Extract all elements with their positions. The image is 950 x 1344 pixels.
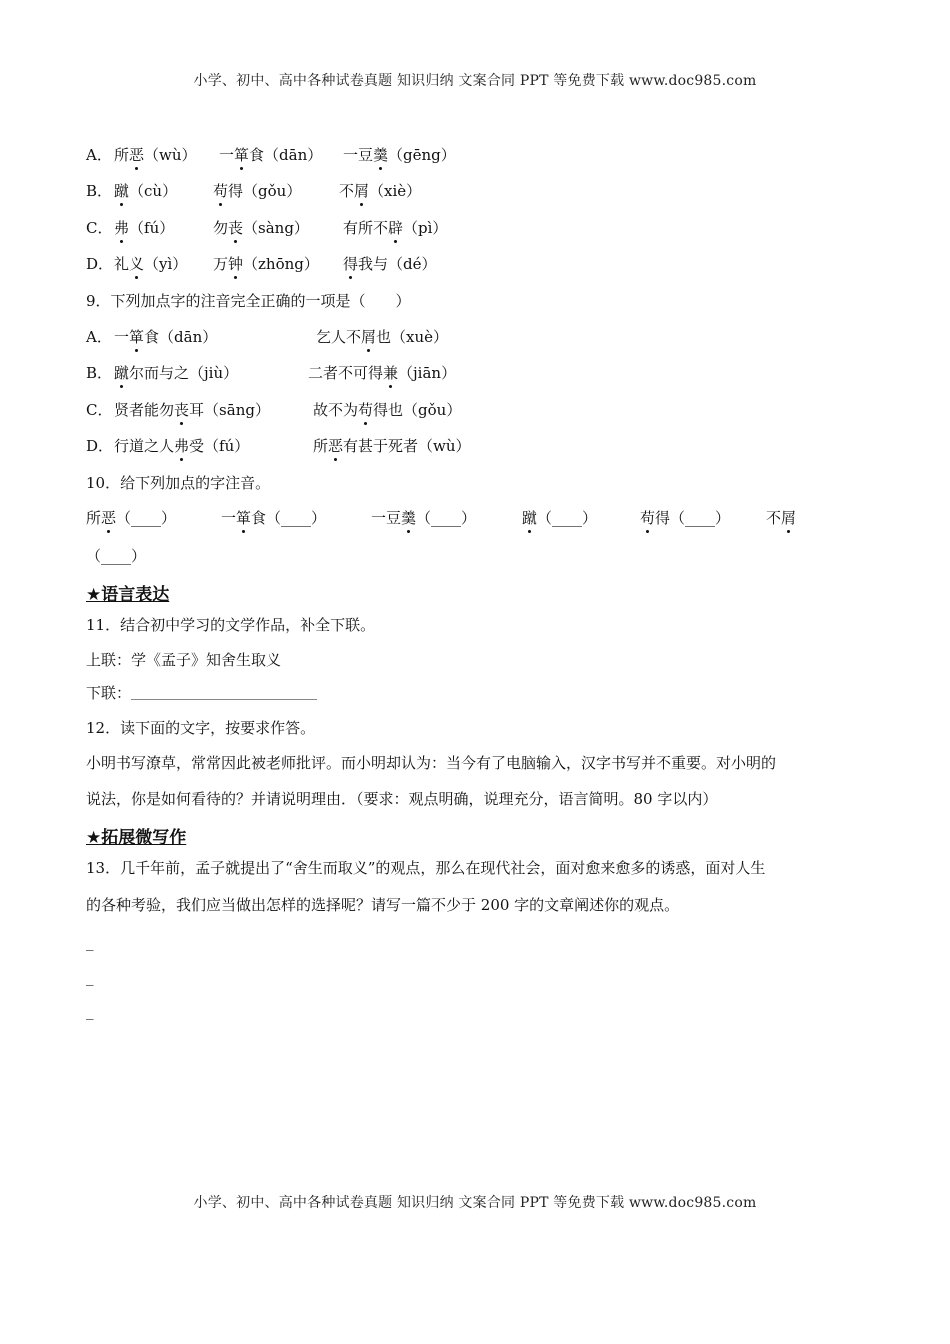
- option-label: B．: [86, 364, 113, 382]
- answer-dash[interactable]: _: [86, 933, 94, 951]
- q10-item: 不屑: [766, 509, 797, 527]
- q12-body-line: 小明书写潦草，常常因此被老师批评。而小明却认为：当今有了电脑输入，汉字书写并不重要。对小明的: [86, 754, 777, 772]
- q10-item: 一豆羹（____）: [371, 509, 477, 527]
- answer-line[interactable]: [131, 699, 317, 700]
- q11-lower-label: 下联：: [86, 684, 132, 702]
- dotted-char: 羹: [373, 146, 389, 164]
- dotted-char: 箪: [234, 146, 250, 164]
- answer-blank[interactable]: （____）: [537, 509, 598, 527]
- page-footer: 小学、初中、高中各种试卷真题 知识归纳 文案合同 PPT 等免费下载 www.doc985.com: [193, 1195, 757, 1211]
- section-title: ★拓展微写作: [86, 828, 187, 848]
- dotted-char: 恶: [101, 509, 117, 527]
- option-label: D．: [86, 255, 114, 273]
- q10-item: [522, 508, 597, 528]
- dotted-char: 得: [343, 255, 359, 273]
- q13-line: 13．几千年前，孟子就提出了“舍生而取义”的观点，那么在现代社会，面对愈来愈多的诱惑，面对人生: [86, 859, 766, 877]
- option-label: C．: [86, 401, 113, 419]
- dotted-char: 苟: [213, 182, 229, 200]
- dotted-char: 羹: [401, 509, 417, 527]
- option-item: 不屑（xiè）: [339, 182, 422, 200]
- q10-item: 一箪食（____）: [221, 509, 327, 527]
- option-label: D．: [86, 437, 114, 455]
- dotted-char: 屑: [354, 182, 370, 200]
- q9-stem: 9．下列加点字的注音完全正确的一项是（ ）: [86, 292, 411, 310]
- dotted-char: 蹴: [114, 364, 130, 382]
- answer-blank[interactable]: （____）: [416, 509, 477, 527]
- dotted-char: 屑: [781, 509, 797, 527]
- dotted-char: 屑: [361, 328, 377, 346]
- q10-stem: 10．给下列加点的字注音。: [86, 474, 271, 492]
- option-item: 贤者能勿丧耳（sāng）: [114, 401, 270, 419]
- q9-option-a: [86, 327, 866, 347]
- q12-stem: 12．读下面的文字，按要求作答。: [86, 719, 316, 737]
- option-item: 一豆羹（gēng）: [343, 146, 456, 164]
- q13-line: 的各种考验，我们应当做出怎样的选择呢？请写一篇不少于 200 字的文章阐述你的观点。: [86, 896, 680, 914]
- answer-blank[interactable]: （____）: [86, 547, 147, 565]
- option-item: 故不为苟得也（gǒu）: [313, 401, 462, 419]
- q8-option-d: [86, 254, 866, 274]
- page-header: 小学、初中、高中各种试卷真题 知识归纳 文案合同 PPT 等免费下载 www.doc985.com: [193, 73, 757, 89]
- option-item: 二者不可得兼（jiān）: [308, 364, 457, 382]
- q9-option-b: [86, 363, 866, 383]
- q8-option-a: [86, 145, 866, 165]
- option-item: 礼义（yì）: [114, 255, 188, 273]
- dotted-char: 苟: [358, 401, 374, 419]
- dotted-char: 蹴: [522, 509, 538, 527]
- answer-blank[interactable]: （____）: [670, 509, 731, 527]
- q11-stem: 11．结合初中学习的文学作品，补全下联。: [86, 616, 376, 634]
- dotted-char: 弗: [174, 437, 190, 455]
- dotted-char: 苟: [640, 509, 656, 527]
- q10-items: [86, 508, 866, 528]
- option-item: 万钟（zhōng）: [213, 255, 319, 273]
- q10-item: 苟得（____）: [640, 509, 731, 527]
- option-item: 所恶（wù）: [114, 146, 197, 164]
- dotted-char: 箪: [236, 509, 252, 527]
- answer-blank[interactable]: （____）: [266, 509, 327, 527]
- option-item: 得我与（dé）: [343, 255, 437, 273]
- q8-option-b: [86, 181, 866, 201]
- dotted-char: 兼: [383, 364, 399, 382]
- option-item: 一箪食（dān）: [219, 146, 323, 164]
- section-title: ★语言表达: [86, 585, 170, 605]
- q9-option-c: [86, 400, 866, 420]
- option-label: A．: [86, 328, 112, 346]
- option-label: C．: [86, 219, 113, 237]
- option-item: 有所不辟（pì）: [343, 219, 448, 237]
- dotted-char: 丧: [228, 219, 244, 237]
- q9-option-d: [86, 436, 866, 456]
- dotted-char: 箪: [129, 328, 145, 346]
- option-item: 一箪食（dān）: [114, 328, 218, 346]
- option-item: 蹴尔而与之（jiù）: [114, 364, 239, 382]
- option-item: 乞人不屑也（xuè）: [316, 328, 449, 346]
- answer-blank[interactable]: （____）: [116, 509, 177, 527]
- option-item: 行道之人弗受（fú）: [114, 437, 250, 455]
- q8-option-c: [86, 218, 866, 238]
- answer-dash[interactable]: _: [86, 1002, 94, 1020]
- dotted-char: 辟: [388, 219, 404, 237]
- option-label: B．: [86, 182, 113, 200]
- q11-lower: [86, 683, 317, 703]
- option-item: 蹴（cù）: [114, 182, 178, 200]
- q12-body-line: 说法，你是如何看待的？并请说明理由．（要求：观点明确，说理充分，语言简明。80 字以内）: [86, 790, 718, 808]
- q10-item: 所恶（____）: [86, 509, 177, 527]
- option-item: 所恶有甚于死者（wù）: [313, 437, 471, 455]
- option-item: 勿丧（sàng）: [213, 219, 309, 237]
- dotted-char: 恶: [328, 437, 344, 455]
- q11-upper: 上联：学《孟子》知舍生取义: [86, 651, 282, 669]
- dotted-char: 恶: [129, 146, 145, 164]
- dotted-char: 蹴: [114, 182, 130, 200]
- option-item: 弗（fú）: [114, 219, 175, 237]
- dotted-char: 义: [129, 255, 145, 273]
- dotted-char: 弗: [114, 219, 130, 237]
- dotted-char: 丧: [174, 401, 190, 419]
- dotted-char: 钟: [228, 255, 244, 273]
- answer-dash[interactable]: _: [86, 968, 94, 986]
- option-label: A．: [86, 146, 112, 164]
- option-item: 苟得（gǒu）: [213, 182, 302, 200]
